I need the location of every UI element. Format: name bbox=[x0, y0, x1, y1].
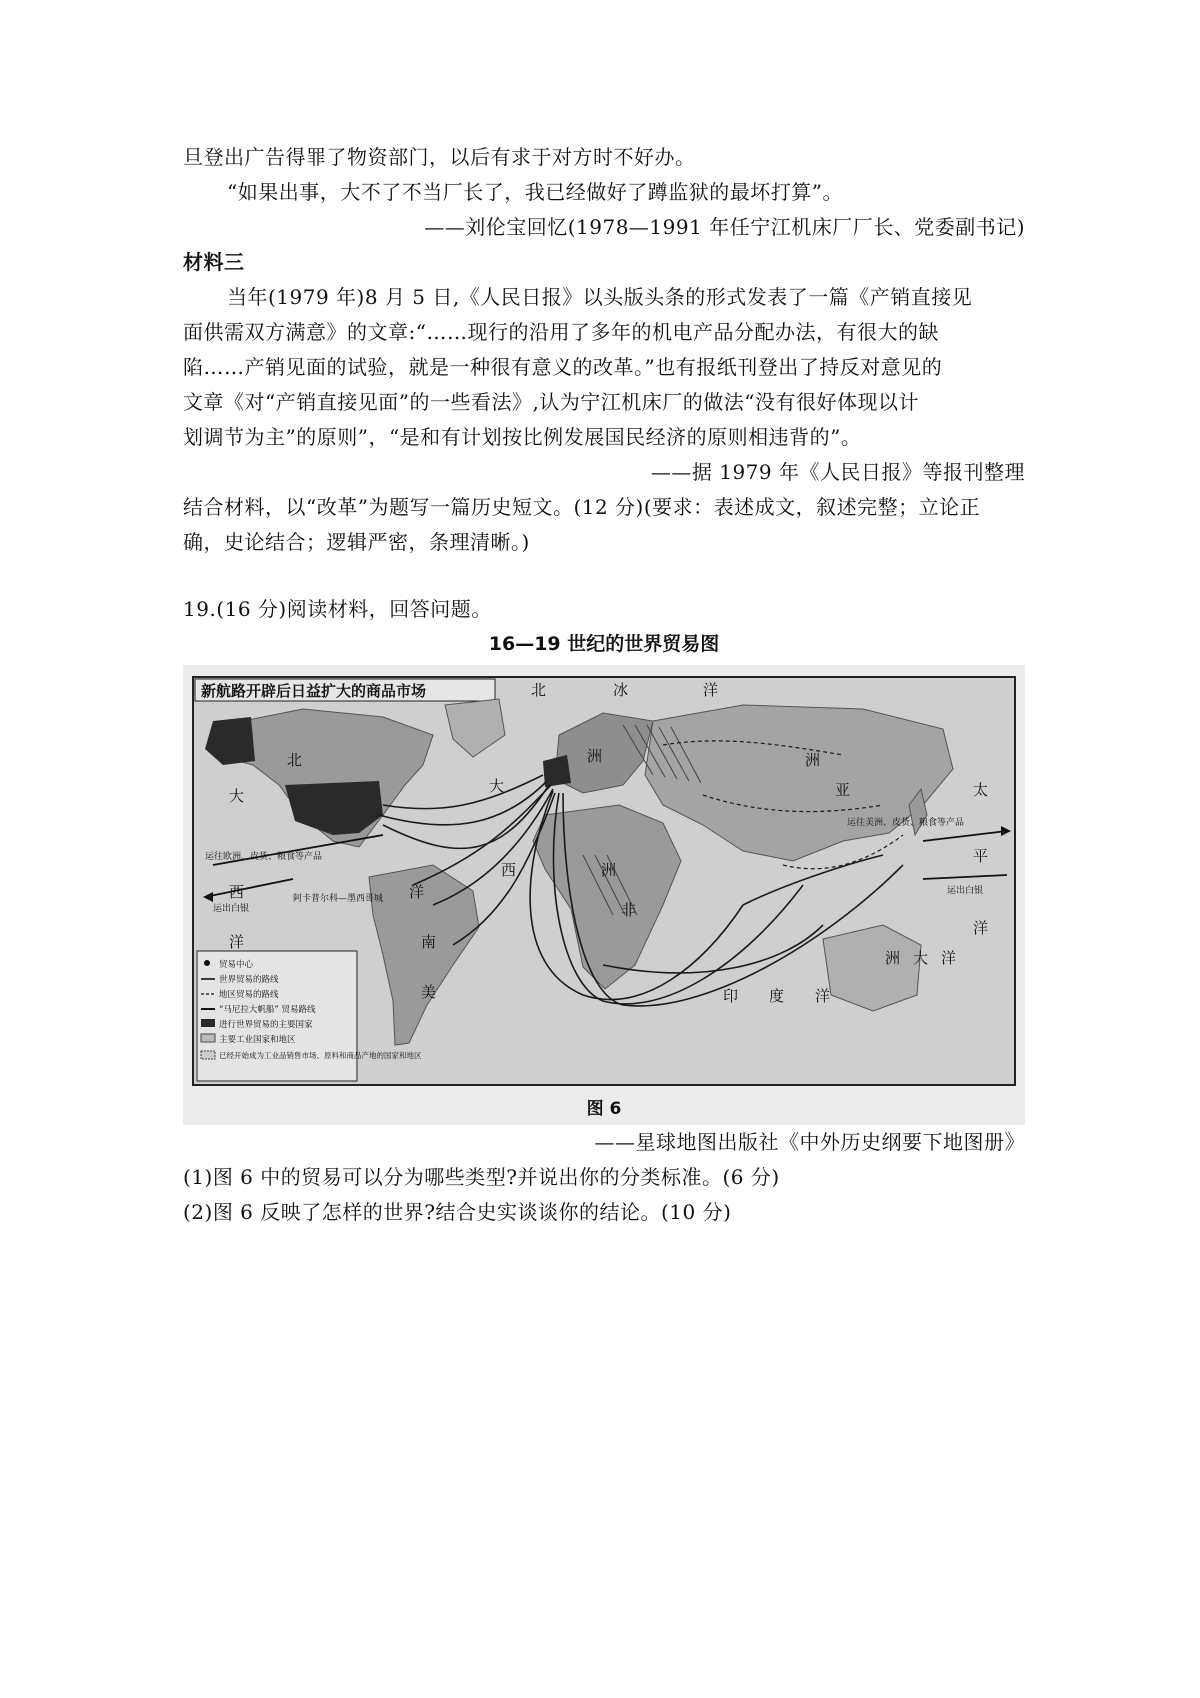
world-trade-map bbox=[183, 665, 1025, 1125]
ocean-label: 太 bbox=[973, 781, 989, 799]
ocean-label: 洋 bbox=[973, 919, 989, 937]
ocean-label: 大 bbox=[489, 777, 505, 795]
continent-label: 大 bbox=[913, 949, 929, 967]
route-label: 运出白银 bbox=[947, 886, 984, 896]
legend-item: 已经开始成为工业品销售市场、原料和商品产地的国家和地区 bbox=[219, 1051, 422, 1060]
text-line: 旦登出广告得罪了物资部门，以后有求于对方时不好办。 bbox=[183, 145, 696, 169]
legend-item: 地区贸易的路线 bbox=[219, 990, 279, 1000]
figure-caption: 图 6 bbox=[586, 1099, 622, 1119]
question-line: 结合材料，以“改革”为题写一篇历史短文。(12 分)(要求：表述成文，叙述完整；立论正 bbox=[183, 495, 981, 519]
legend-item: 世界贸易的路线 bbox=[219, 975, 279, 985]
map-title: 16—19 世纪的世界贸易图 bbox=[488, 633, 720, 655]
ocean-label: 北 bbox=[531, 681, 547, 699]
question-line: 确，史论结合；逻辑严密，条理清晰。) bbox=[183, 530, 530, 554]
legend-hatch-swatch bbox=[201, 1034, 215, 1042]
route-label: 阿卡普尔科—墨西哥城 bbox=[293, 894, 384, 904]
legend-dot-symbol bbox=[204, 960, 210, 966]
ocean-label: 冰 bbox=[613, 681, 629, 699]
paragraph-line: 陷……产销见面的试验，就是一种很有意义的改革。”也有报纸刊登出了持反对意见的 bbox=[183, 355, 943, 379]
continent-label: 非 bbox=[621, 901, 637, 919]
paragraph-line: 划调节为主”的原则”，“是和有计划按比例发展国民经济的原则相违背的”。 bbox=[183, 425, 862, 449]
spacer bbox=[183, 560, 1025, 592]
continent-label: 洲 bbox=[805, 751, 821, 769]
paragraph-line: 文章《对“产销直接见面”的一些看法》,认为宁江机床厂的做法“没有很好体现以计 bbox=[183, 390, 920, 414]
ocean-label: 印 bbox=[723, 987, 739, 1005]
ocean-label: 大 bbox=[229, 787, 245, 805]
continent-label: 洲 bbox=[587, 747, 603, 765]
attribution-line: ——刘伦宝回忆(1978—1991 年任宁江机床厂厂长、党委副书记) bbox=[424, 215, 1025, 239]
quote-line: “如果出事，大不了不当厂长了，我已经做好了蹲监狱的最坏打算”。 bbox=[227, 180, 843, 204]
material-heading: 材料三 bbox=[183, 250, 245, 274]
legend-item: 进行世界贸易的主要国家 bbox=[219, 1020, 313, 1030]
ocean-label: 度 bbox=[769, 987, 785, 1005]
ocean-label: 平 bbox=[973, 847, 989, 865]
continent-label: 南 bbox=[421, 933, 437, 951]
ocean-label: 西 bbox=[501, 861, 517, 879]
exam-page bbox=[183, 140, 1025, 1230]
route-label: 运往欧洲、皮货、粮食等产品 bbox=[205, 852, 323, 862]
legend-dotted-swatch bbox=[201, 1051, 215, 1059]
question-heading: 19.(16 分)阅读材料，回答问题。 bbox=[183, 597, 492, 621]
continent-label: 北 bbox=[287, 751, 303, 769]
source-line: ——星球地图出版社《中外历史纲要下地图册》 bbox=[594, 1130, 1025, 1154]
continent-label: 洋 bbox=[409, 883, 425, 901]
continent-label: 洲 bbox=[601, 861, 617, 879]
paragraph-line: 面供需双方满意》的文章:“……现行的沿用了多年的机电产品分配办法，有很大的缺 bbox=[183, 320, 939, 344]
ocean-label: 洋 bbox=[229, 933, 245, 951]
sub-question: (1)图 6 中的贸易可以分为哪些类型?并说出你的分类标准。(6 分) bbox=[183, 1165, 780, 1189]
sub-question: (2)图 6 反映了怎样的世界?结合史实谈谈你的结论。(10 分) bbox=[183, 1200, 732, 1224]
world-trade-map-figure bbox=[183, 665, 1025, 1125]
legend-item: 贸易中心 bbox=[219, 960, 254, 970]
route-label: 运往美洲、皮货、粮食等产品 bbox=[847, 818, 965, 828]
attribution-line: ——据 1979 年《人民日报》等报刊整理 bbox=[650, 460, 1025, 484]
legend-item: “马尼拉大帆船” 贸易路线 bbox=[219, 1005, 316, 1015]
route-label: 运出白银 bbox=[213, 904, 250, 914]
paragraph-line: 当年(1979 年)8 月 5 日,《人民日报》以头版头条的形式发表了一篇《产销直接见 bbox=[227, 285, 973, 309]
continent-label: 洋 bbox=[941, 949, 957, 967]
ocean-label: 西 bbox=[229, 883, 245, 901]
legend-item: 主要工业国家和地区 bbox=[219, 1035, 296, 1045]
ocean-label: 洋 bbox=[703, 681, 719, 699]
map-inner-title: 新航路开辟后日益扩大的商品市场 bbox=[201, 682, 427, 700]
ocean-label: 洋 bbox=[815, 987, 831, 1005]
continent-label: 亚 bbox=[835, 781, 851, 799]
continent-label: 洲 bbox=[885, 949, 901, 967]
legend-dark-swatch bbox=[201, 1019, 215, 1027]
legend-box bbox=[197, 951, 357, 1081]
continent-label: 美 bbox=[421, 983, 437, 1001]
